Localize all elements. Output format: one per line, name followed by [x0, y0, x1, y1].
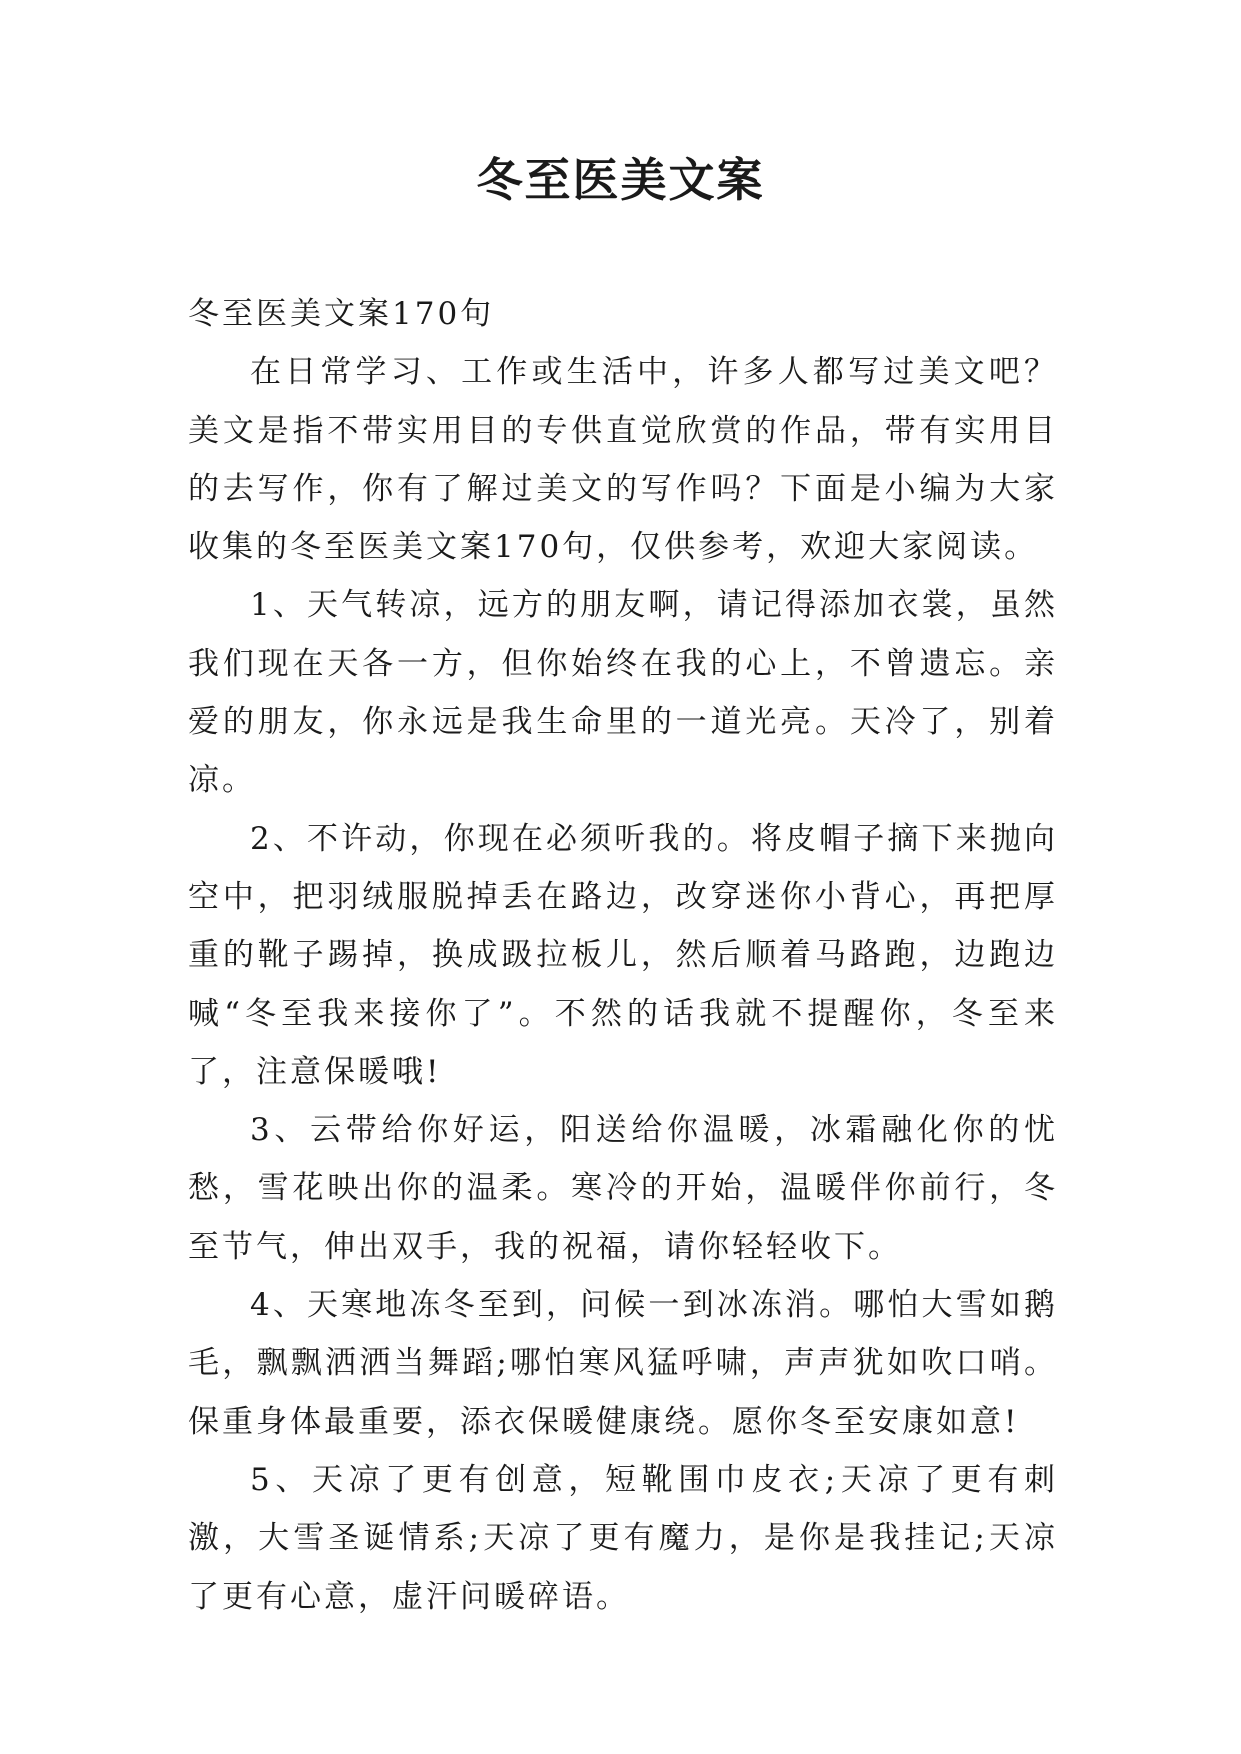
document-title: 冬至医美文案: [476, 153, 765, 207]
intro-paragraph: 在日常学习、工作或生活中，许多人都写过美文吧？美文是指不带实用目的专供直觉欣赏的作品，带有实用目的去写作，你有了解过美文的写作吗？下面是小编为大家收集的冬至医美文案170句，仅供参考，欢迎大家阅读。: [188, 354, 1058, 566]
list-item: 5、天凉了更有创意，短靴围巾皮衣;天凉了更有刺激，大雪圣诞情系;天凉了更有魔力，是你是我挂记;天凉了更有心意，虚汗问暖碎语。: [188, 1461, 1058, 1615]
document-subtitle: 冬至医美文案170句: [188, 296, 495, 332]
list-item: 3、云带给你好运，阳送给你温暖，冰霜融化你的忧愁，雪花映出你的温柔。寒冷的开始，温暖伴你前行，冬至节气，伸出双手，我的祝福，请你轻轻收下。: [188, 1112, 1058, 1265]
list-item: 2、不许动，你现在必须听我的。将皮帽子摘下来抛向空中，把羽绒服脱掉丢在路边，改穿迷你小背心，再把厚重的靴子踢掉，换成趿拉板儿，然后顺着马路跑，边跑边喊“冬至我来接你了”。不然的话我就不提醒你，冬至来了，注意保暖哦!: [188, 820, 1058, 1090]
list-item: 4、天寒地冻冬至到，问候一到冰冻消。哪怕大雪如鹅毛，飘飘洒洒当舞蹈;哪怕寒风猛呼啸，声声犹如吹口哨。保重身体最重要，添衣保暖健康绕。愿你冬至安康如意!: [188, 1287, 1058, 1440]
list-item: 1、天气转凉，远方的朋友啊，请记得添加衣裳，虽然我们现在天各一方，但你始终在我的心上，不曾遗忘。亲爱的朋友，你永远是我生命里的一道光亮。天冷了，别着凉。: [188, 587, 1058, 799]
document-body: [188, 285, 1058, 1626]
